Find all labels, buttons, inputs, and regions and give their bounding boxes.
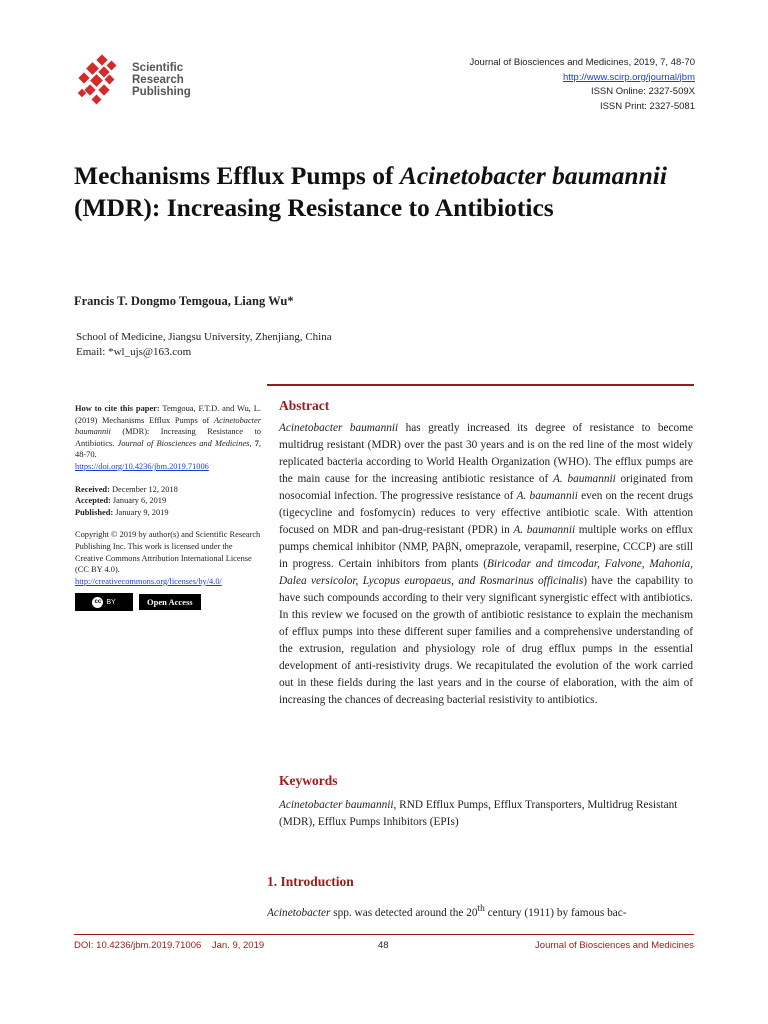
journal-citation: Journal of Biosciences and Medicines, 2019, 7, 48-70	[469, 57, 695, 68]
email: Email: *wl_ujs@163.com	[76, 346, 192, 358]
accepted-date: Accepted: January 6, 2019	[75, 496, 167, 506]
introduction-heading: 1. Introduction	[267, 874, 354, 889]
license-link[interactable]: http://creativecommons.org/licenses/by/4.0/	[75, 576, 222, 586]
open-access-badge: Open Access	[139, 594, 201, 610]
sidebar	[75, 403, 261, 611]
doi-link[interactable]: https://doi.org/10.4236/jbm.2019.71006	[75, 461, 209, 471]
keywords-heading: Keywords	[279, 773, 338, 788]
published-date: Published: January 9, 2019	[75, 507, 169, 517]
publisher-name	[132, 62, 191, 98]
footer-journal: Journal of Biosciences and Medicines	[535, 940, 694, 951]
received-date: Received: December 12, 2018	[75, 484, 178, 494]
journal-url-link[interactable]: http://www.scirp.org/journal/jbm	[563, 71, 695, 83]
copyright-notice: Copyright © 2019 by author(s) and Scientific Research Publishing Inc. This work is licensed under the Creative Commons Attribution International License (CC BY 4.0).	[75, 530, 261, 575]
abstract-heading: Abstract	[279, 398, 330, 413]
cc-icon: cc	[92, 597, 103, 608]
cc-by-badge: cc BY	[75, 593, 133, 611]
header-divider	[267, 384, 694, 386]
footer-doi-date: DOI: 10.4236/jbm.2019.71006 Jan. 9, 2019	[74, 940, 265, 951]
publisher-line-3: Publishing	[132, 86, 191, 98]
footer-divider	[74, 934, 694, 935]
keywords-text: Acinetobacter baumannii, RND Efflux Pumps, Efflux Transporters, Multidrug Resistant (MDR), Efflux Pumps Inhibitors (EPIs)	[279, 799, 678, 828]
publisher-line-1: Scientific	[132, 62, 184, 74]
abstract-text: Acinetobacter baumannii has greatly increased its degree of resistance to become multidrug resistant (MDR) over the past 30 years and is on the red line of the most widely replicated bacteria according to World Health Organization (WHO). The efflux pumps are the main cause for the increasing antibiotic resistance of A. baumannii originated from nosocomial infection. The progressive resistance of A. baumannii even on the recent drugs (tigecycline and fosfomycin) reduces to very effective antibiotic scale. With attention focused on MDR and pan-drug-resistant (PDR) in A. baumannii multiple works on efflux pumps chemical inhibitor (NMP, PAβN, omeprazole, verapamil, reserpine, CCCP) are still in progress. Certain inhibitors from plants (Biricodar and timcodar, Falvone, Mahonia, Dalea versicolor, Lycopus europaeus, and Rosmarinus officinalis) have the capability to have such compounds according to their very significant synergistic effect with antibiotics. In this review we focused on the growth of antibiotic resistance to explain the mechanism of efflux pumps into these different super families and a comprehensive understanding of the extrusion, regulation and physiology role of drug efflux pumps in the essential development of anti-resistivity drugs. We recapitulated the evolution of the work carried out in these fields during the last years and in the course of elaboration, with the aim of increasing the chances of decreasing bacterial resistivity to antibiotics.	[279, 422, 694, 706]
issn-print: ISSN Print: 2327-5081	[599, 100, 695, 112]
paper-title: Mechanisms Efflux Pumps of Acinetobacter baumannii (MDR): Increasing Resistance to Antibiotics	[74, 161, 667, 222]
introduction-text: Acinetobacter spp. was detected around the 20th century (1911) by famous bac-	[267, 904, 627, 919]
authors: Francis T. Dongmo Temgoua, Liang Wu*	[74, 294, 294, 308]
page-number: 48	[378, 940, 389, 951]
affiliation: School of Medicine, Jiangsu University, Zhenjiang, China	[76, 331, 332, 343]
journal-info	[470, 56, 696, 114]
issn-online: ISSN Online: 2327-509X	[590, 86, 695, 97]
publisher-line-2: Research	[132, 74, 184, 86]
citation-block: How to cite this paper: Temgoua, F.T.D. and Wu, L. (2019) Mechanisms Efflux Pumps of Acinetobacter baumannii (MDR): Increasing Resistance to Antibiotics. Journal of Biosciences and Medicines, 7, 48-70. https://doi.org/10.4236/jbm.2019.71006	[75, 404, 261, 471]
